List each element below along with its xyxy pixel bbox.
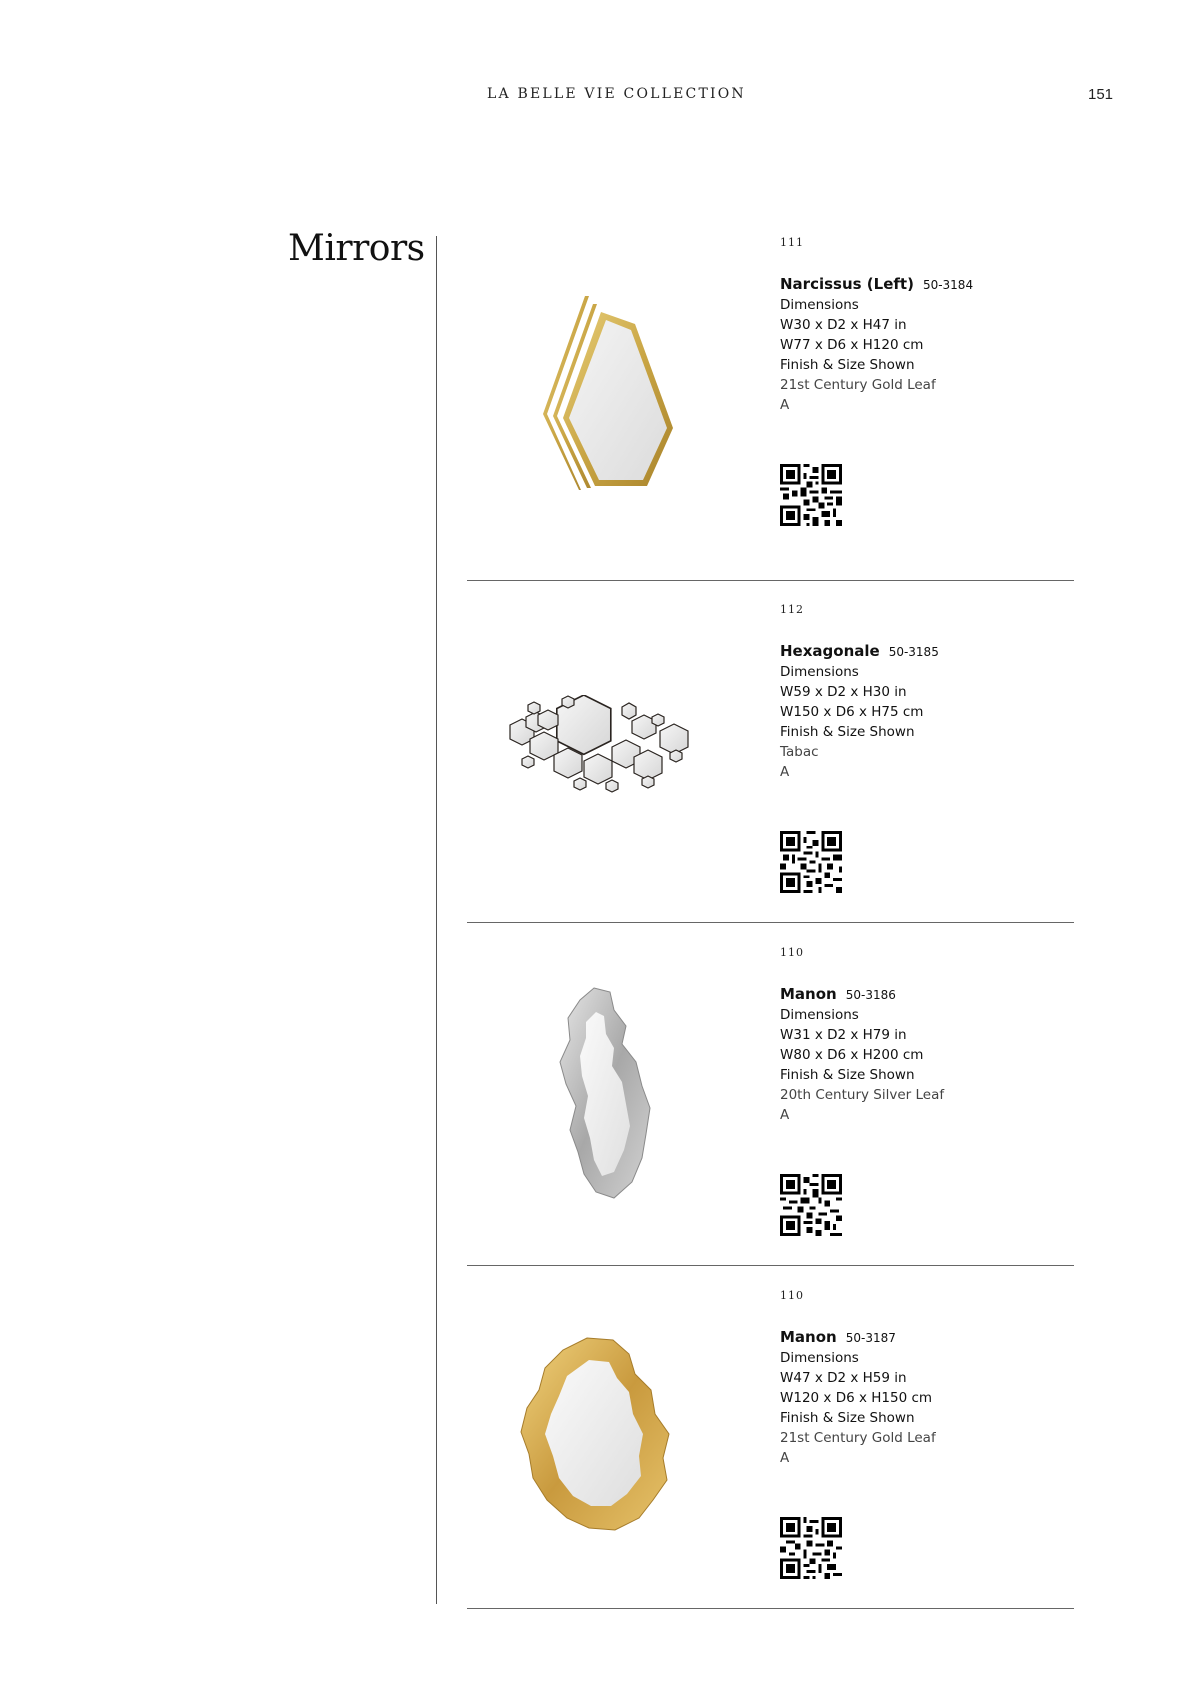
product-code: 50-3186 (845, 988, 896, 1002)
product-info (780, 1289, 936, 1468)
size-value: A (780, 764, 790, 780)
qr-code-icon[interactable] (780, 464, 842, 531)
product-code: 50-3185 (888, 645, 939, 659)
product-info (780, 946, 944, 1125)
dimensions-cm: W120 x D6 x H150 cm (780, 1390, 933, 1406)
vertical-divider (436, 236, 437, 1604)
product-card-narcissus-left (467, 236, 1074, 581)
product-code: 50-3184 (922, 278, 974, 292)
product-divider (467, 580, 1074, 581)
page-number: 151 (1088, 86, 1114, 103)
product-number: 112 (780, 603, 804, 616)
collection-title: LA BELLE VIE COLLECTION (487, 86, 746, 102)
product-name: Narcissus (Left) (780, 275, 914, 293)
dimensions-cm: W77 x D6 x H120 cm (780, 337, 924, 353)
section-title: Mirrors (288, 228, 425, 269)
size-value: A (780, 1450, 790, 1466)
product-card-manon-silver (467, 946, 1074, 1266)
product-number: 110 (780, 1289, 804, 1302)
hexagon-cluster-mirror-icon (492, 695, 702, 810)
qr-code-icon[interactable] (780, 831, 842, 898)
dimensions-inches: W30 x D2 x H47 in (780, 317, 907, 333)
product-code: 50-3187 (845, 1331, 896, 1345)
dimensions-label: Dimensions (780, 1350, 859, 1366)
size-value: A (780, 397, 790, 413)
qr-code-icon[interactable] (780, 1517, 842, 1584)
finish-label: Finish & Size Shown (780, 1067, 915, 1083)
product-card-hexagonale (467, 603, 1074, 923)
gold-prism-mirror-icon (527, 296, 707, 501)
dimensions-inches: W47 x D2 x H59 in (780, 1370, 907, 1386)
product-number: 110 (780, 946, 804, 959)
dimensions-cm: W150 x D6 x H75 cm (780, 704, 924, 720)
qr-code-icon[interactable] (780, 1174, 842, 1241)
silver-organic-mirror-icon (552, 986, 662, 1206)
dimensions-inches: W59 x D2 x H30 in (780, 684, 907, 700)
product-divider (467, 1608, 1074, 1609)
dimensions-cm: W80 x D6 x H200 cm (780, 1047, 924, 1063)
product-info (780, 603, 939, 782)
dimensions-inches: W31 x D2 x H79 in (780, 1027, 907, 1043)
finish-label: Finish & Size Shown (780, 357, 915, 373)
product-divider (467, 922, 1074, 923)
dimensions-label: Dimensions (780, 664, 859, 680)
finish-label: Finish & Size Shown (780, 1410, 915, 1426)
product-number: 111 (780, 236, 804, 249)
dimensions-label: Dimensions (780, 297, 859, 313)
finish-value: 21st Century Gold Leaf (780, 1430, 936, 1446)
product-card-manon-gold (467, 1289, 1074, 1609)
finish-value: Tabac (780, 744, 819, 760)
dimensions-label: Dimensions (780, 1007, 859, 1023)
finish-value: 20th Century Silver Leaf (780, 1087, 945, 1103)
gold-organic-mirror-icon (517, 1334, 677, 1539)
finish-label: Finish & Size Shown (780, 724, 915, 740)
product-name: Manon (780, 1328, 837, 1346)
product-name: Manon (780, 985, 837, 1003)
finish-value: 21st Century Gold Leaf (780, 377, 936, 393)
product-divider (467, 1265, 1074, 1266)
size-value: A (780, 1107, 790, 1123)
product-name: Hexagonale (780, 642, 880, 660)
product-info (780, 236, 973, 415)
